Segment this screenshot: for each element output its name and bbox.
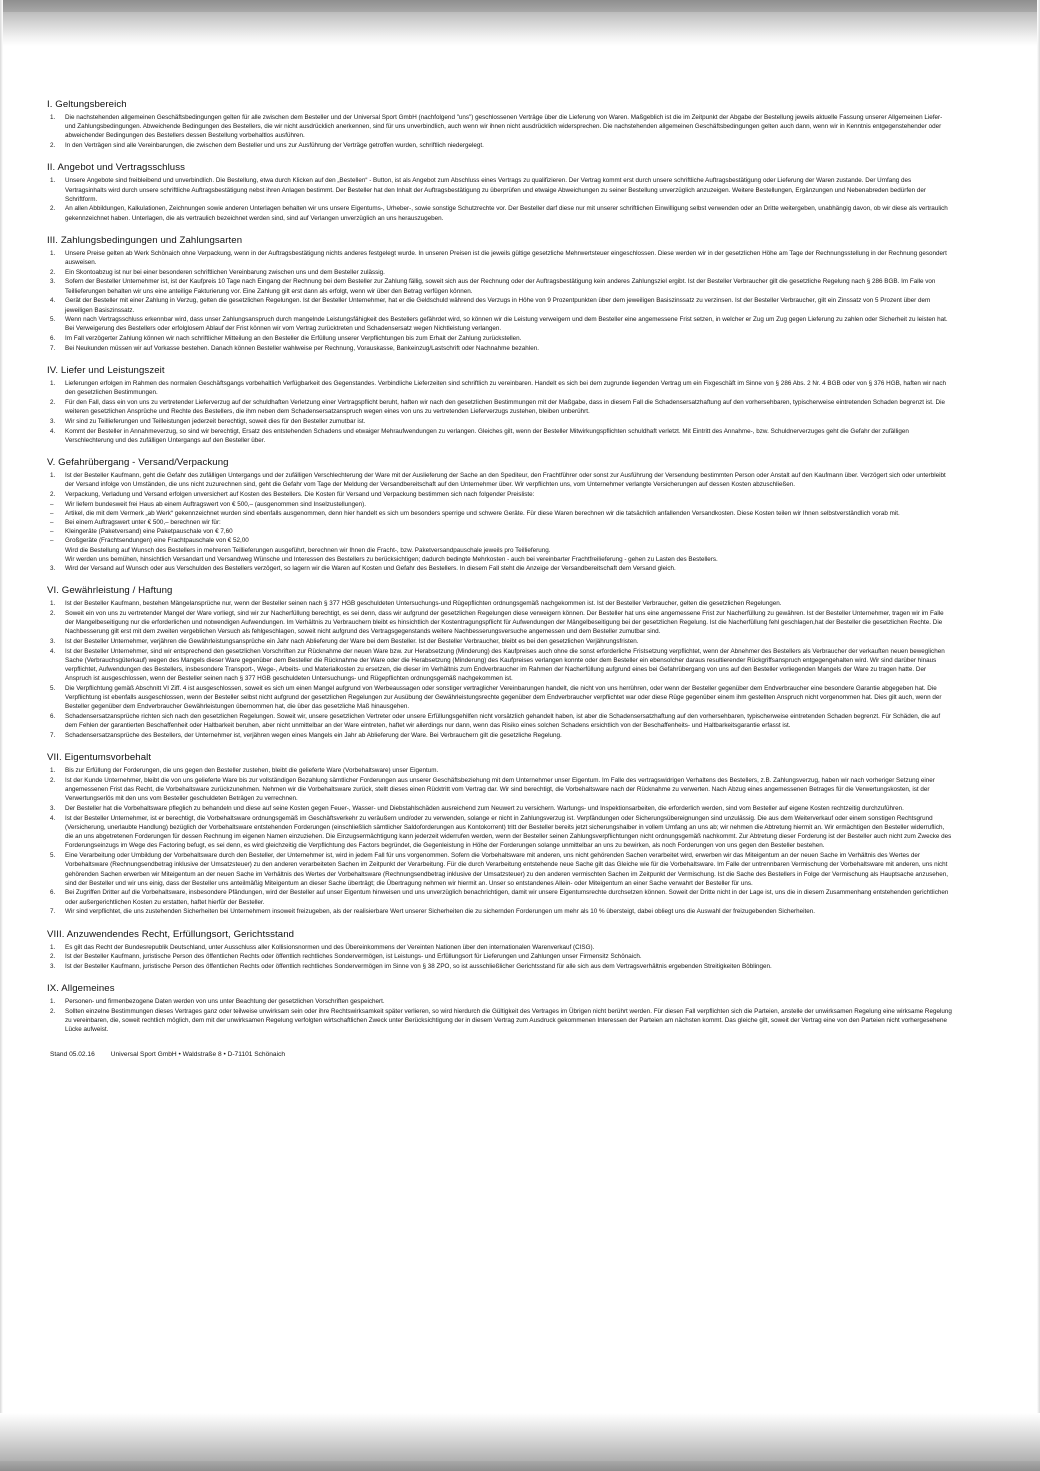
clause-item: Bis zur Erfüllung der Forderungen, die uns gegen den Besteller zustehen, bleibt die gelieferte Ware (Vorbehaltsware) unser Eigentum. bbox=[65, 767, 439, 775]
document-body bbox=[47, 98, 953, 1060]
clause-item: Schadensersatzansprüche richten sich nach den gesetzlichen Regelungen. Soweit wir, unsere gesetzlichen Vertreter oder unsere Erfüllungsgehilfen nicht vorsätzlich gehandelt haben, ist aber die Schadensersatzhaftung auf den vorhersehbaren, typischerweise eintretenden Schaden begrenzt. Für Schäden, die auf dem Fehlen der garantierten Beschaffenheit oder Haltbarkeit beruhen, aber nicht unmittelbar an der Ware eintreten, haftet wir allerdings nur dann, wenn das Risiko eines solchen Schadens ersichtlich von der Beschaffenheits- und Haltbarkeitsgarantie erfasst ist. bbox=[65, 713, 941, 730]
clause-item: Bei Neukunden müssen wir auf Vorkasse bestehen. Danach können Besteller wahlweise per Rechnung, Vorauskasse, Bankeinzug/Lastschrift oder Nachnahme bezahlen. bbox=[65, 344, 539, 352]
clause-item: Der Besteller hat die Vorbehaltsware pfleglich zu behandeln und diese auf seine Kosten gegen Feuer-, Wasser- und Diebstahlschäden ausreichend zum Neuwert zu versichern. Wartungs- und Inspektionsarbeiten, die erforderlich werden, sind vom Besteller auf eigene Kosten rechtzeitig durchzuführen. bbox=[65, 805, 904, 813]
section-heading: II. Angebot und Vertragsschluss bbox=[47, 162, 186, 174]
page-left-edge bbox=[0, 0, 3, 1471]
clause-list-continued bbox=[47, 564, 953, 573]
clause-list bbox=[47, 176, 953, 223]
clause-list bbox=[47, 599, 953, 740]
section-angebot-vertragsschluss bbox=[47, 161, 953, 223]
section-heading: IX. Allgemeines bbox=[47, 983, 115, 995]
clause-item: An allen Abbildungen, Kalkulationen, Zeichnungen sowie anderen Unterlagen behalten wir uns unsere Eigentums-, Urheber-, sowie sonstige Schutzrechte vor. Der Besteller darf diese nur mit unserer schriftlichen Einwilligung selbst verwenden oder an Dritte weitergeben, unabhängig davon, ob wir diese als vertraulich gekennzeichnet haben. Unterlagen, die als vertraulich bezeichnet werden sind, sind auf Verlangen unverzüglich an uns herauszugeben. bbox=[65, 205, 948, 222]
section-allgemeines bbox=[47, 982, 953, 1034]
price-list-item: – Bei einem Auftragswert unter € 500,– berechnen wir für: bbox=[47, 518, 953, 527]
price-list-item: – Kleingeräte (Paketversand) eine Paketpauschale von € 7,60 bbox=[47, 527, 953, 536]
clause-list bbox=[47, 249, 953, 353]
clause-item: Eine Verarbeitung oder Umbildung der Vorbehaltsware durch den Besteller, der Unternehmer ist, wird in jedem Fall für uns vorgenommen. Sofern die Vorbehaltsware mit anderen, uns nicht gehörenden Sachen verarbeitet wird, erwerben wir das Miteigentum an der neuen Sache im Verhältnis des Wertes der Vorbehaltsware (Rechnungsendbetrag inklusive der Umsatzsteuer) zu den anderen verarbeiteten Sachen im Zeitpunkt der Verarbeitung. Für die durch Verarbeitung entstehende neue Sache gilt das Gleiche wie für die Vorbehaltsware. Im Falle der untrennbaren Vermischung der Vorbehaltsware mit anderen, uns nicht gehörenden Sachen erwerben wir Miteigentum an der neuen Sache im Verhältnis des Wertes der Vorbehaltsware (Rechnungsendbetrag inklusive der Umsatzsteuer) zu den anderen vermischten Sachen im Zeitpunkt der Vermischung. Ist die Sache des Bestellers in Folge der Vermischung als Hauptsache anzusehen, sind der Besteller und wir uns einig, dass der Besteller uns anteilmäßig Miteigentum an dieser Sache überträgt; die Übertragung nehmen wir hiermit an. Unser so entstandenes Allein- oder Miteigentum an einer Sache verwahrt der Besteller für uns. bbox=[65, 852, 948, 887]
clause-item: Ist der Besteller Kaufmann, geht die Gefahr des zufälligen Untergangs und der zufälligen Verschlechterung der Ware mit der Auslieferung der Sache an den Spediteur, den Frachtführer oder sonst zur Ausführung der Versendung bestimmten Person oder Anstalt auf den Kaufmann über. Verzögert sich oder unterbleibt der Versand infolge von Umständen, die uns nicht zuzurechnen sind, geht die Gefahr vom Tage der Meldung der Versandbereitschaft auf den Unternehmer über. Wir verpflichten uns, vom Unternehmer verlangte Versicherungen auf dessen Kosten abzuschließen. bbox=[65, 471, 946, 489]
section-heading: VI. Gewährleistung / Haftung bbox=[47, 585, 173, 597]
section-heading: IV. Liefer und Leistungszeit bbox=[47, 365, 165, 377]
clause-list bbox=[47, 379, 953, 445]
clause-item: Die nachstehenden allgemeinen Geschäftsbedingungen gelten für alle zwischen dem Besteller und der Universal Sport GmbH (nachfolgend "uns") geschlossenen Verträge über die Lieferung von Waren. Maßgeblich ist die im Zeitpunkt der Abgabe der Bestellung jeweils aktuelle Fassung unserer Allgemeinen Liefer- und Zahlungsbedingungen. Abweichende Bedingungen des Bestellers, die wir nicht ausdrücklich anerkennen, sind für uns unverbindlich, auch wenn wir ihnen nicht ausdrücklich widersprechen. Die nachstehenden allgemeinen Geschäftsbedingungen gelten auch dann, wenn wir in Kenntnis entgegenstehender oder abweichender Bedingungen des Bestellers dessen Bestellung vorbehaltlos ausführen. bbox=[65, 114, 943, 140]
clause-item: In den Verträgen sind alle Vereinbarungen, die zwischen dem Besteller und uns zur Ausführung der Verträge getroffen wurden, schriftlich niedergelegt. bbox=[65, 142, 484, 150]
clause-item: Im Fall verzögerter Zahlung können wir nach schriftlicher Mitteilung an den Besteller die Erfüllung unserer Verpflichtungen bis zum Erhalt der Zahlung zurückstellen. bbox=[65, 335, 522, 343]
clause-item: Unsere Angebote sind freibleibend und unverbindlich. Die Bestellung, etwa durch Klicken auf den „Bestellen“ - Button, ist als Angebot zum Abschluss eines Vertrags zu qualifizieren. Der Vertrag kommt erst durch unsere schriftliche Auftragsbestätigung oder Lieferung der Waren zustande. Der Umfang des Vertragsinhalts wird durch unsere schriftliche Auftragsbestätigung nebst ihren Anlagen bestimmt. Der Besteller hat den Inhalt der Auftragsbestätigung zu überprüfen und etwaige Abweichungen zu seiner Bestellung unverzüglich anzuzeigen. Weitere Bestellungen, Ergänzungen und Nebenabreden bedürfen der Schriftform. bbox=[65, 177, 927, 203]
section-heading: V. Gefahrübergang - Versand/Verpackung bbox=[47, 456, 229, 468]
clause-item: Ist der Besteller Unternehmer, verjähren die Gewährleistungsansprüche ein Jahr nach Ablieferung der Ware bei dem Besteller. Ist der Besteller Verbraucher, bleibt es bei den gesetzlichen Verjährungsfristen. bbox=[65, 638, 639, 646]
section-heading: VII. Eigentumsvorbehalt bbox=[47, 752, 152, 764]
clause-item: Ist der Besteller Unternehmer, ist er berechtigt, die Vorbehaltsware ordnungsgemäß im Geschäftsverkehr zu veräußern und/oder zu verwenden, solange er nicht in Zahlungsverzug ist. Verpfändungen oder Sicherungsübereignungen sind unzulässig. Die aus dem Weiterverkauf oder einem sonstigen Rechtsgrund (Versicherung, unerlaubte Handlung) bezüglich der Vorbehaltsware entstehenden Forderungen (einschließlich sämtlicher Saldoforderungen aus Kontokorrent) tritt der Besteller bereits jetzt sicherungshalber in vollem Umfang an uns ab; wir nehmen die Abtretung hiermit an. Wir ermächtigen den Besteller widerruflich, die an uns abgetretenen Forderungen für dessen Rechnung im eigenen Namen einzuziehen. Die Einzugsermächtigung kann jederzeit widerrufen werden, wenn der Besteller seinen Zahlungsverpflichtungen nicht ordnungsgemäß nachkommt. Zur Abtretung dieser Forderung ist der Besteller auch nicht zum Zwecke des Forderungseinzugs im Wege des Factoring befugt, es sei denn, es wird gleichzeitig die Verpflichtung des Factors begründet, die Gegenleistung in Höhe der Forderungen solange unmittelbar an uns zu bewirken, als noch Forderungen von uns gegen den Besteller bestehen. bbox=[65, 814, 952, 850]
section-geltungsbereich bbox=[47, 98, 953, 150]
section-gefahruebergang-versand bbox=[47, 456, 953, 573]
clause-item: Sofern der Besteller Unternehmer ist, ist der Kaufpreis 10 Tage nach Eingang der Rechnung bei dem Besteller zur Zahlung fällig, soweit sich aus der Rechnung oder der Auftragsbestätigung kein anderes Zahlungsziel ergibt. Ist der Besteller Verbraucher gilt die gesetzliche Regelung nach § 286 BGB. Im Falle von Teillieferungen behalten wir uns eine anteilige Fakturierung vor. Eine Zahlung gilt erst dann als erfolgt, wenn wir über den Betrag verfügen können. bbox=[65, 278, 936, 295]
footer-revision-date: Stand 05.02.16 bbox=[50, 1051, 95, 1059]
price-list-item: – Artikel, die mit dem Vermerk „ab Werk“ gekennzeichnet wurden sind ebenfalls ausgenommen, denn hier handelt es sich um besonders sperrige und schwere Geräte. Für diese Waren berechnen wir die tatsächlich anfallenden Versandkosten. Diese Kosten teilen wir Ihnen selbstverständlich vorab mit. bbox=[47, 509, 953, 518]
shipping-price-list bbox=[47, 500, 953, 546]
section-heading: VIII. Anzuwendendes Recht, Erfüllungsort, Gerichtsstand bbox=[47, 928, 295, 940]
shipping-note: Wird die Bestellung auf Wunsch des Bestellers in mehreren Teillieferungen ausgeführt, berechnen wir Ihnen die Fracht-, bzw. Paketversandpauschale jeweils pro Teillieferung. bbox=[65, 546, 551, 554]
clause-item: Wir sind verpflichtet, die uns zustehenden Sicherheiten bei Unternehmern insoweit freizugeben, als der realisierbare Wert unserer Sicherheiten die zu sichernden Forderungen um mehr als 10 % übersteigt, dabei obliegt uns die Auswahl der freizugebenden Sicherheiten. bbox=[65, 908, 815, 916]
price-list-item: – Großgeräte (Frachtsendungen) eine Frachtpauschale von € 52,00 bbox=[47, 536, 953, 545]
clause-item: Ist der Besteller Kaufmann, juristische Person des öffentlichen Rechts oder öffentlich rechtliches Sondervermögen im Sinne von § 38 ZPO, so ist ausschließlicher Gerichtsstand für alle sich aus dem Vertragsverhältnis ergebenden Streitigkeiten Böblingen. bbox=[65, 962, 772, 970]
clause-item: Ist der Besteller Unternehmer, sind wir entsprechend den gesetzlichen Vorschriften zur Rücknahme der neuen Ware bzw. zur Herabsetzung (Minderung) des Kaufpreises auch ohne die sonst erforderliche Fristsetzung verpflichtet, wenn der Abnehmer des Bestellers als Verbraucher der verkauften neuen beweglichen Sache (Verbrauchsgüterkauf) wegen des Mangels dieser Ware gegenüber dem Besteller die Rücknahme der Ware oder die Herabsetzung (Minderung) des Kaufpreises verlangen konnte oder dem Besteller ein ebensolcher daraus resultierender Rückgriffsanspruch entgegengehalten wird. Wir sind darüber hinaus verpflichtet, Aufwendungen des Bestellers, insbesondere Transport-, Wege-, Arbeits- und Materialkosten zu ersetzen, die dieser im Verhältnis zum Endverbraucher im Rahmen der Nacherfüllung aufgrund eines bei Gefahrübergang von uns auf den Besteller vorliegenden Mangels der Ware zu tragen hatte. Der Anspruch ist ausgeschlossen, wenn der Besteller seinen nach § 377 HGB geschuldeten Untersuchungs- und Rügepflichten ordnungsgemäß nachgekommen ist. bbox=[65, 647, 945, 683]
page-top-dark-edge bbox=[0, 0, 1040, 12]
footer-company-address: Universal Sport GmbH • Waldstraße 8 • D-71101 Schönaich bbox=[110, 1051, 286, 1059]
section-zahlungsbedingungen bbox=[47, 234, 953, 353]
clause-list bbox=[47, 471, 953, 499]
clause-list bbox=[47, 113, 953, 150]
section-eigentumsvorbehalt bbox=[47, 751, 953, 916]
clause-item: Für den Fall, dass ein von uns zu vertretender Lieferverzug auf der schuldhaften Verletzung einer Vertragspflicht beruht, haften wir nach den gesetzlichen Bestimmungen mit der Maßgabe, dass in diesem Fall die Schadensersatzhaftung auf den vorhersehbaren, typischerweise eintretenden Schaden begrenzt ist. Die weiteren gesetzlichen Ansprüche und Rechte des Bestellers, die ihm neben dem Schadensersatzanspruch wegen eines von uns zu vertretenden Lieferverzugs zustehen, bleiben unberührt. bbox=[65, 398, 945, 416]
clause-item: Sollten einzelne Bestimmungen dieses Vertrages ganz oder teilweise unwirksam sein oder ihre Rechtswirksamkeit später verlieren, so wird hierdurch die Gültigkeit des Vertrages im Übrigen nicht berührt werden. Für diesen Fall verpflichten sich die Parteien, anstelle der unwirksamen Regelung eine wirksame Regelung zu vereinbaren, die, soweit rechtlich möglich, dem mit der unwirksamen Regelung verfolgten wirtschaftlichen Zweck unter Berücksichtigung der in diesem Vertrag zum Ausdruck gekommenen Interessen der Parteien am nächsten kommt. Das gleiche gilt, soweit der Vertrag eine von den Parteien nicht vorhergesehene Lücke aufweist. bbox=[65, 1007, 952, 1034]
section-liefer-leistungszeit bbox=[47, 364, 953, 445]
shipping-note: Wir werden uns bemühen, hinsichtlich Versandart und Versandweg Wünsche und Interessen des Bestellers zu berücksichtigen; dadurch bedingte Mehrkosten - auch bei vereinbarter Frachtfreilieferung - gehen zu Lasten des Bestellers. bbox=[65, 555, 718, 563]
clause-item: Gerät der Besteller mit einer Zahlung in Verzug, gelten die gesetzlichen Regelungen. Ist der Besteller Unternehmer, hat er die Geldschuld während des Verzugs in Höhe von 9 Prozentpunkten über dem jeweiligen Basiszinssatz zu verzinsen. Ist der Besteller Verbraucher, gilt ein Zinssatz von 5 Prozent über dem jeweiligen Basiszinssatz. bbox=[65, 297, 931, 314]
clause-item: Wenn nach Vertragsschluss erkennbar wird, dass unser Zahlungsanspruch durch mangelnde Leistungsfähigkeit des Bestellers gefährdet wird, so können wir die Leistung verweigern und dem Besteller eine angemessene Frist setzen, in welcher er Zug um Zug gegen Lieferung zu zahlen oder Sicherheit zu leisten hat. Bei Verweigerung des Bestellers oder erfolglosem Ablauf der Frist können wir vom Vertrag zurücktreten und Schadensersatz wegen Nichtleistung verlangen. bbox=[65, 316, 948, 333]
clause-item: Ist der Besteller Kaufmann, bestehen Mängelansprüche nur, wenn der Besteller seinen nach § 377 HGB geschuldeten Untersuchungs-und Rügepflichten ordnungsgemäß nachgekommen ist. Ist der Besteller Verbraucher, gelten die gesetzlichen Regelungen. bbox=[65, 600, 782, 608]
clause-item: Verpackung, Verladung und Versand erfolgen unversichert auf Kosten des Bestellers. Die Kosten für Versand und Verpackung bestimmen sich nach folgender Preisliste: bbox=[65, 490, 535, 498]
section-heading: III. Zahlungsbedingungen und Zahlungsarten bbox=[47, 234, 243, 246]
clause-item: Unsere Preise gelten ab Werk Schönaich ohne Verpackung, wenn in der Auftragsbestätigung nichts anderes festgelegt wurde. In unseren Preisen ist die jeweils gültige gesetzliche Mehrwertsteuer eingeschlossen. Diese werden wir in der gesetzlichen Höhe am Tage der Rechnungsstellung in der Rechnung gesondert ausweisen. bbox=[65, 249, 947, 267]
clause-list bbox=[47, 766, 953, 916]
clause-item: Bei Zugriffen Dritter auf die Vorbehaltsware, insbesondere Pfändungen, wird der Besteller auf unser Eigentum hinweisen und uns unverzüglich benachrichtigen, damit wir unsere Eigentumsrechte durchsetzen können. Soweit der Dritte nicht in der Lage ist, uns die in diesem Zusammenhang entstehenden gerichtlichen oder außergerichtlichen Kosten zu erstatten, haftet hierfür der Besteller. bbox=[65, 889, 949, 906]
clause-list bbox=[47, 943, 953, 972]
clause-item: Personen- und firmenbezogene Daten werden von uns unter Beachtung der gesetzlichen Vorschriften gespeichert. bbox=[65, 998, 385, 1006]
section-anzuwendendes-recht bbox=[47, 928, 953, 972]
clause-item: Schadensersatzansprüche des Bestellers, der Unternehmer ist, verjähren wegen eines Mangels ein Jahr ab Ablieferung der Ware. Bei Verbrauchern gilt die gesetzliche Regelung. bbox=[65, 732, 562, 740]
clause-item: Wird der Versand auf Wunsch oder aus Verschulden des Bestellers verzögert, so lagern wir die Waren auf Kosten und Gefahr des Bestellers. In diesem Fall steht die Anzeige der Versandbereitschaft dem Versand gleich. bbox=[65, 565, 676, 573]
clause-item: Ist der Kunde Unternehmer, bleibt die von uns gelieferte Ware bis zur vollständigen Bezahlung sämtlicher Forderungen aus unserer Geschäftsbeziehung mit dem Unternehmer unser Eigentum. Im Falle des vertragswidrigen Verhaltens des Bestellers, z.B. Zahlungsverzug, haben wir nach vorheriger Setzung einer angemessenen Frist das Recht, die Vorbehaltsware zurückzunehmen. Nehmen wir die Vorbehaltsware zurück, stellt dieses einen Rücktritt vom Vertrag dar. Wir sind berechtigt, die Vorbehaltsware nach der Rücknahme zu verwerten. Nach Abzug eines angemessenen Betrages für die Verwertungskosten, ist der Verwertungserlös mit den uns vom Besteller geschuldeten Beträgen zu verrechnen. bbox=[65, 776, 935, 803]
section-gewaehrleistung-haftung bbox=[47, 584, 953, 740]
price-list-item: – Wir liefern bundesweit frei Haus ab einem Auftragswert von € 500,– (ausgenommen sind Inselzustellungen). bbox=[47, 500, 953, 509]
clause-item: Ist der Besteller Kaufmann, juristische Person des öffentlichen Rechts oder öffentlich rechtliches Sondervermögen, ist Leistungs- und Erfüllungsort für Lieferungen und Zahlungen unser Firmensitz Schönaich. bbox=[65, 953, 642, 961]
section-heading: I. Geltungsbereich bbox=[47, 99, 127, 110]
clause-item: Ein Skontoabzug ist nur bei einer besonderen schriftlichen Vereinbarung zwischen uns und dem Besteller zulässig. bbox=[65, 268, 385, 276]
document-footer bbox=[47, 1050, 953, 1060]
clause-item: Es gilt das Recht der Bundesrepublik Deutschland, unter Ausschluss aller Kollisionsnormen und des Übereinkommens der Vereinten Nationen über den internationalen Warenverkauf (CISG). bbox=[65, 943, 595, 951]
clause-item: Die Verpflichtung gemäß Abschnitt VI Ziff. 4 ist ausgeschlossen, soweit es sich um einen Mangel aufgrund von Werbeaussagen oder sonstiger vertraglicher Vereinbarungen handelt, die nicht von uns herrühren, oder wenn der Besteller gegenüber dem Endverbraucher eine besondere Garantie abgegeben hat. Die Verpflichtung ist ebenfalls ausgeschlossen, wenn der Besteller selbst nicht aufgrund der gesetzlichen Regelungen zur Ausübung der Gewährleistungsrechte gegenüber dem Endverbraucher verpflichtet war oder diese Rüge gegenüber einem ihm gestellten Anspruch nicht vorgenommen hat. Dies gilt auch, wenn der Besteller gegenüber dem Endverbraucher Gewährleistungen übernommen hat, die über das gesetzliche Maß hinausgehen. bbox=[65, 685, 942, 711]
clause-item: Wir sind zu Teillieferungen und Teilleistungen jederzeit berechtigt, soweit dies für den Besteller zumutbar ist. bbox=[65, 417, 366, 425]
clause-item: Soweit ein von uns zu vertretender Mangel der Ware vorliegt, sind wir zur Nacherfüllung berechtigt, es sei denn, dass wir aufgrund der gesetzlichen Regelungen diese verweigern können. Der Besteller hat uns eine angemessene Frist zur Nacherfüllung zu gewähren. Ist der Besteller Unternehmer, tragen wir im Falle der Mangelbeseitigung nur die erforderlichen und notwendigen Aufwendungen. Im Verhältnis zu Verbrauchern bleibt es hinsichtlich der Kostentragungspflicht für Aufwendungen der Mängelbeseitigung bei der gesetzlichen Regelung. Ist die Nacherfüllung fehl geschlagen,hat der Besteller die gesetzlichen Rechte. Die Nachbesserung gilt erst mit dem zweiten vergeblichen Versuch als fehlgeschlagen, soweit nicht aufgrund des Vertragsgegenstands weitere Nachbesserungsversuche angemessen und dem Besteller zumutbar sind. bbox=[65, 609, 944, 636]
page-bottom-dark-edge bbox=[0, 1461, 1040, 1471]
clause-item: Lieferungen erfolgen im Rahmen des normalen Geschäftsgangs vorbehaltlich Verfügbarkeit des Gegenstandes. Verbindliche Lieferzeiten sind schriftlich zu vereinbaren. Handelt es sich bei dem zugrunde liegenden Vertrag um ein Fixgeschäft im Sinne von § 286 Abs. 2 Nr. 4 BGB oder von § 376 HGB, haften wir nach den gesetzlichen Bestimmungen. bbox=[65, 380, 947, 397]
clause-list bbox=[47, 997, 953, 1034]
clause-item: Kommt der Besteller in Annahmeverzug, so sind wir berechtigt, Ersatz des entstehenden Schadens und etwaiger Mehraufwendungen zu verlangen. Gleiches gilt, wenn der Besteller Mitwirkungspflichten schuldhaft verletzt. Mit Eintritt des Annahme-, bzw. Schuldnerverzuges geht die Gefahr der zufälligen Verschlechterung und des zufälligen Untergangs auf den Besteller über. bbox=[65, 427, 909, 444]
